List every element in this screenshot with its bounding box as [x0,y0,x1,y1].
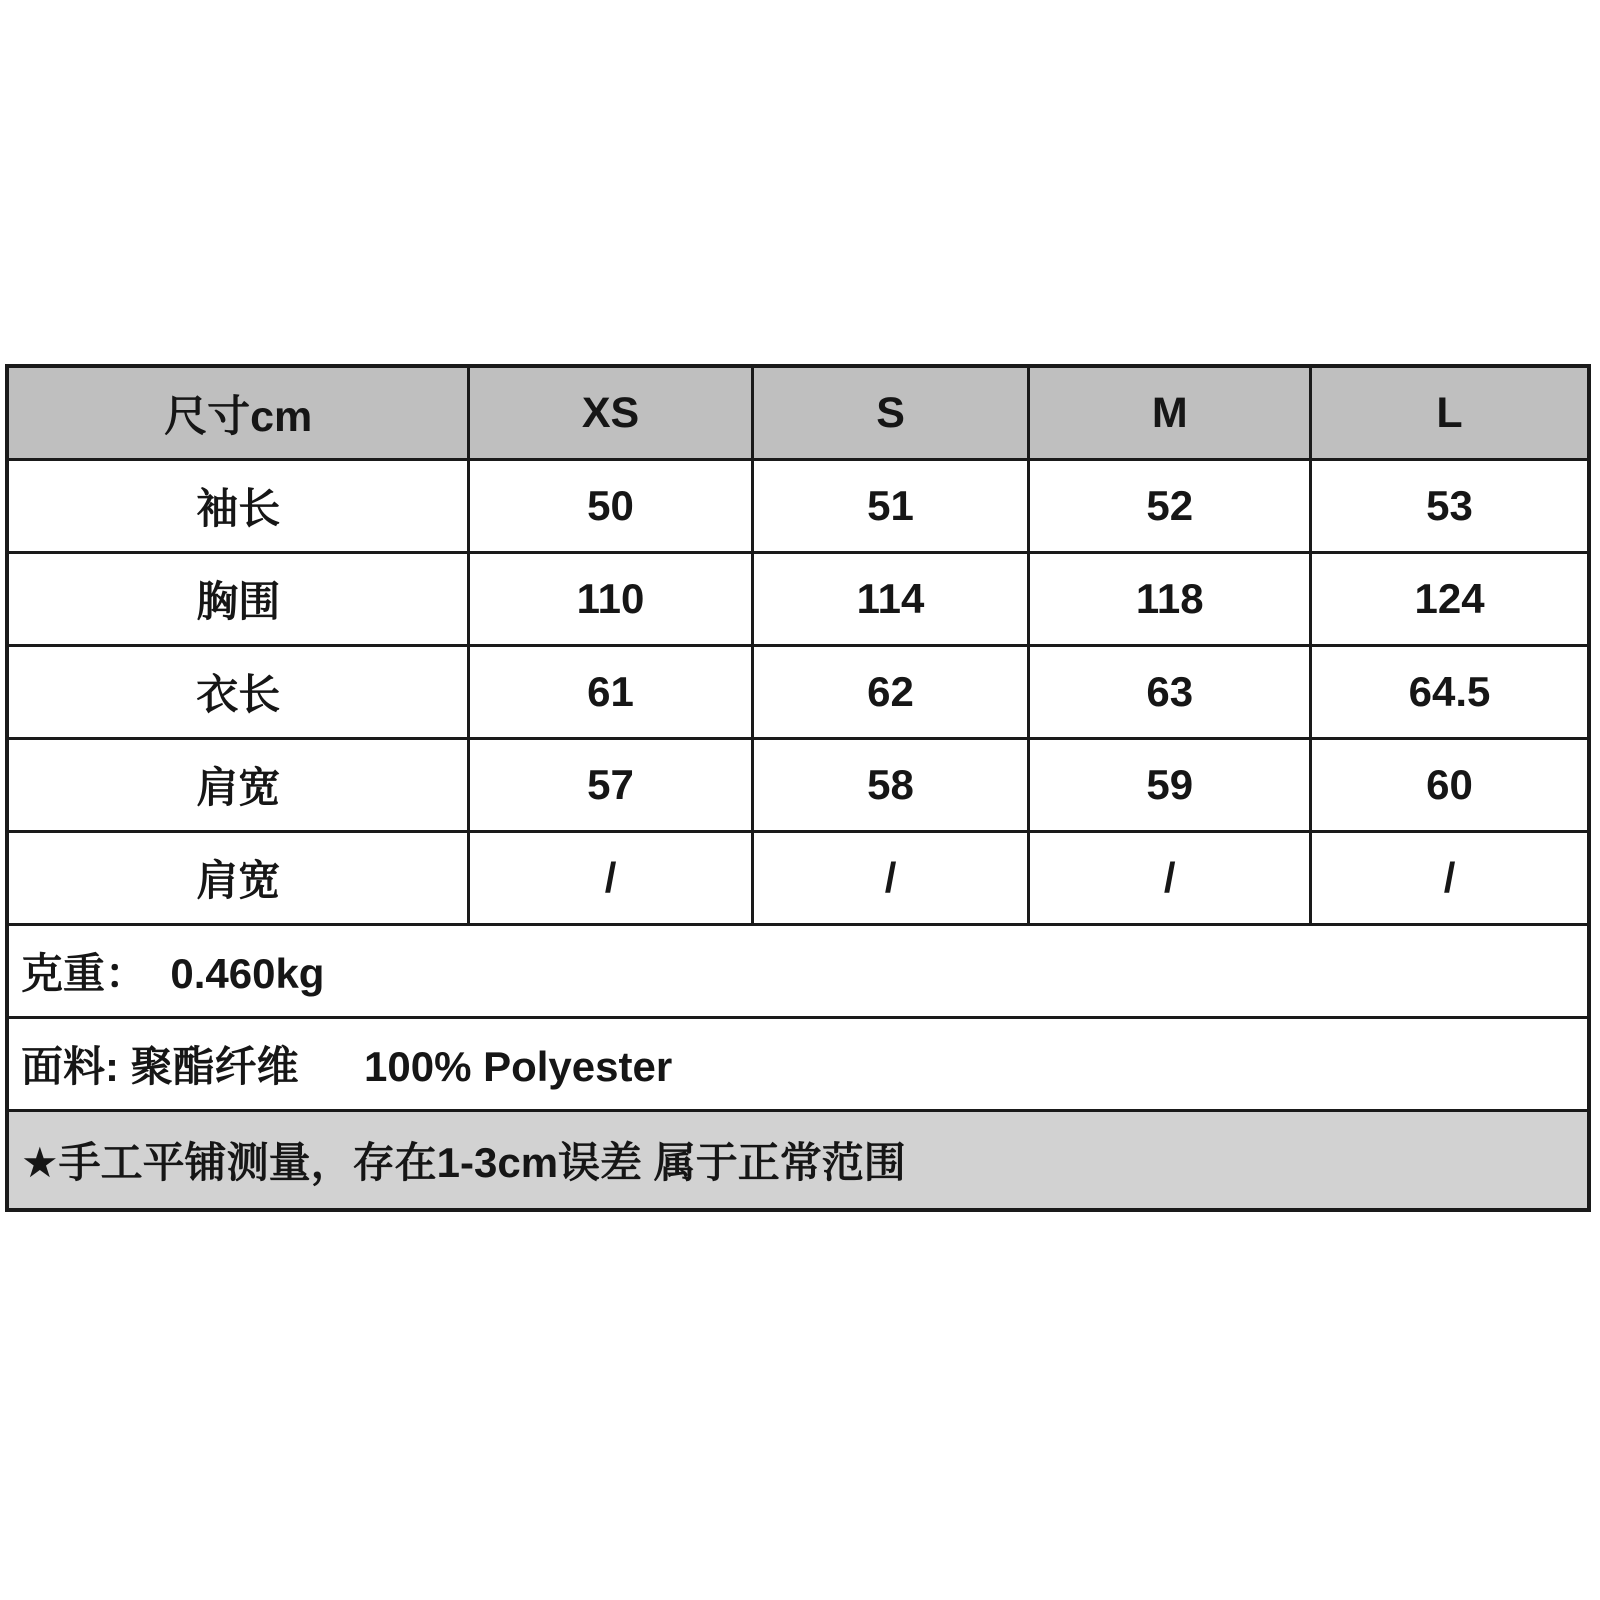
value-cell: / [1029,832,1311,925]
value-cell: 58 [752,739,1029,832]
value-cell: 63 [1029,646,1311,739]
value-cell: 124 [1311,553,1589,646]
value-cell: 52 [1029,460,1311,553]
header-cell-l: L [1311,366,1589,460]
table-row-garment-length [7,646,1589,739]
measure-note-row [7,1111,1589,1211]
fabric-note: 面料: 聚酯纤维 100% Polyester [7,1018,1589,1111]
value-cell: 57 [469,739,752,832]
value-cell: 59 [1029,739,1311,832]
table-row-shoulder-width-2 [7,832,1589,925]
header-row [7,366,1589,460]
value-cell: 64.5 [1311,646,1589,739]
row-label-chest: 胸围 [7,553,469,646]
row-label-garment-length: 衣长 [7,646,469,739]
weight-note: 克重： 0.460kg [7,925,1589,1018]
fabric-note-row [7,1018,1589,1111]
header-cell-size-unit: 尺寸cm [7,366,469,460]
value-cell: 61 [469,646,752,739]
value-cell: / [752,832,1029,925]
value-cell: 114 [752,553,1029,646]
value-cell: 60 [1311,739,1589,832]
table-row-sleeve-length [7,460,1589,553]
value-cell: / [469,832,752,925]
value-cell: / [1311,832,1589,925]
row-label-shoulder-width: 肩宽 [7,739,469,832]
value-cell: 53 [1311,460,1589,553]
value-cell: 118 [1029,553,1311,646]
row-label-sleeve-length: 袖长 [7,460,469,553]
size-chart-table [5,364,1591,1212]
row-label-shoulder-width-2: 肩宽 [7,832,469,925]
value-cell: 110 [469,553,752,646]
weight-note-row [7,925,1589,1018]
value-cell: 50 [469,460,752,553]
value-cell: 62 [752,646,1029,739]
table-row-chest [7,553,1589,646]
value-cell: 51 [752,460,1029,553]
table-row-shoulder-width [7,739,1589,832]
header-cell-xs: XS [469,366,752,460]
measurement-disclaimer: ★手工平铺测量，存在1-3cm误差 属于正常范围 [7,1111,1589,1211]
header-cell-s: S [752,366,1029,460]
header-cell-m: M [1029,366,1311,460]
